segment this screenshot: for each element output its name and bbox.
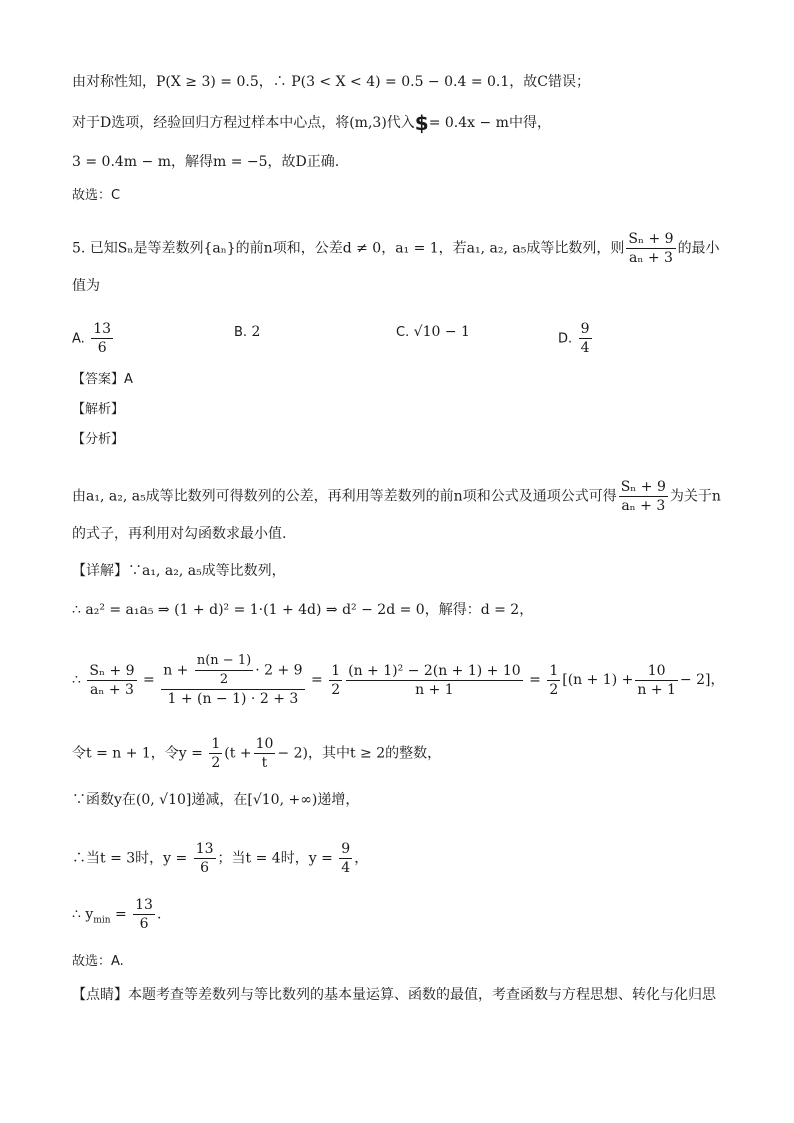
select-answer-a: 故选：A.	[72, 954, 124, 969]
fraction-13-6: $\frac{13}{6}$	[195, 841, 214, 876]
fraction-9-4: $\frac{9}{4}$	[580, 321, 590, 356]
analysis-line-2: 的式子，再利用对勾函数求最小值.	[72, 526, 287, 542]
select-answer-c: 故选：C	[72, 188, 121, 203]
choice-b: B. 2	[234, 324, 261, 340]
analysis-tag: 【解析】	[72, 402, 125, 417]
text-line-option-d	[72, 113, 551, 133]
detail-line-6: ∴当t = 3时，y = $\frac{13}{6}$ ；当t = 4时，y = $\frac{9}{4}$ ，	[72, 841, 369, 876]
detail-line-1: 【详解】∵a₁, a₂, a₅成等比数列，	[72, 563, 286, 579]
fraction-one-half: $\frac{1}{2}$	[549, 662, 559, 698]
text-segment: 对于D选项，经验回归方程过样本中心点，将(m,3)代入	[72, 115, 415, 131]
fraction-one-half: $\frac{1}{2}$	[331, 662, 341, 698]
fraction-sn9-an3: $\frac{\text{Sₙ + 9}}{\text{aₙ + 3}}$	[89, 662, 135, 698]
detail-line-7: ∴ $y_{min}$ = $\frac{13}{6}$ .	[72, 897, 162, 932]
text-segment: = 0.4x − m中得，	[428, 115, 551, 131]
question-5-stem	[72, 230, 720, 267]
answer-tag: 【答案】A	[72, 372, 133, 387]
choice-d: D. $\frac{9}{4}$	[558, 321, 590, 356]
fraction-one-half: $\frac{1}{2}$	[211, 736, 221, 771]
detail-line-3: ∴ $\frac{\text{Sₙ + 9}}{\text{aₙ + 3}}$ = n + $\frac{n(n - 1)}{2}$ · 2 + 9 1 + (n − 1) · 2 + 3 = $\frac{1}{2}$ $\frac{\text{(n + 1)² − 2(n + 1) + 10}}{n + 1}$ = $\frac{1}{2}$ [(n + 1) + $\frac{10}{n + 1}$ − 2]，	[72, 653, 725, 707]
fenxi-tag: 【分析】	[72, 432, 125, 447]
fraction-13-6: $\frac{13}{6}$	[93, 321, 112, 356]
choice-c: C. √10 − 1	[396, 324, 470, 340]
text-line-symmetry: 由对称性知，P(X ≥ 3) = 0.5，∴ P(3 < X < 4) = 0.5 − 0.4 = 0.1，故C错误；	[72, 74, 590, 90]
text-line-solve-m: 3 = 0.4m − m，解得m = −5，故D正确.	[72, 154, 340, 170]
fraction-10-t: $\frac{10}{t}$	[255, 736, 274, 771]
fraction-sn9-an3: $\frac{\text{Sₙ + 9}}{\text{aₙ + 3}}$	[620, 479, 666, 514]
fraction-13-6: $\frac{13}{6}$	[135, 897, 153, 932]
detail-line-4: 令t = n + 1，令y = $\frac{1}{2}$ (t + $\frac{10}{t}$ − 2)，其中t ≥ 2的整数，	[72, 736, 442, 771]
dollar-glyph: $	[414, 111, 429, 135]
choice-a: A. $\frac{13}{6}$	[72, 321, 112, 356]
detail-line-5: ∵函数y在(0, √10]递减，在[√10, +∞)递增，	[72, 792, 360, 808]
fraction-sn9-an3: $\frac{\text{Sₙ + 9}}{\text{aₙ + 3}}$	[628, 231, 674, 266]
question-5-stem-end: 值为	[72, 278, 100, 294]
fraction-middle: $\frac{\text{(n + 1)² − 2(n + 1) + 10}}{n + 1}$	[348, 662, 521, 698]
dianjing-line: 【点睛】本题考查等差数列与等比数列的基本量运算、函数的最值，考查函数与方程思想、转化与化归思	[72, 987, 716, 1003]
detail-line-2: ∴ a₂² = a₁a₅ ⇒ (1 + d)² = 1·(1 + 4d) ⇒ d² − 2d = 0，解得：d = 2，	[72, 602, 534, 618]
fraction-9-4: $\frac{9}{4}$	[341, 841, 351, 876]
question-text: 的最小	[677, 240, 720, 257]
question-text: 5. 已知Sₙ是等差数列{aₙ}的前n项和，公差d ≠ 0，a₁ = 1，若a₁, a₂, a₅成等比数列，则	[72, 240, 625, 257]
fraction-10-np1: $\frac{10}{n + 1}$	[637, 662, 676, 698]
analysis-line-1: 由a₁, a₂, a₅成等比数列可得数列的公差，再利用等差数列的前n项和公式及通项公式可得 $\frac{\text{Sₙ + 9}}{\text{aₙ + 3}}$ 为关于n	[72, 479, 721, 514]
fraction-expanded: n + $\frac{n(n - 1)}{2}$ · 2 + 9 1 + (n − 1) · 2 + 3	[163, 653, 303, 707]
